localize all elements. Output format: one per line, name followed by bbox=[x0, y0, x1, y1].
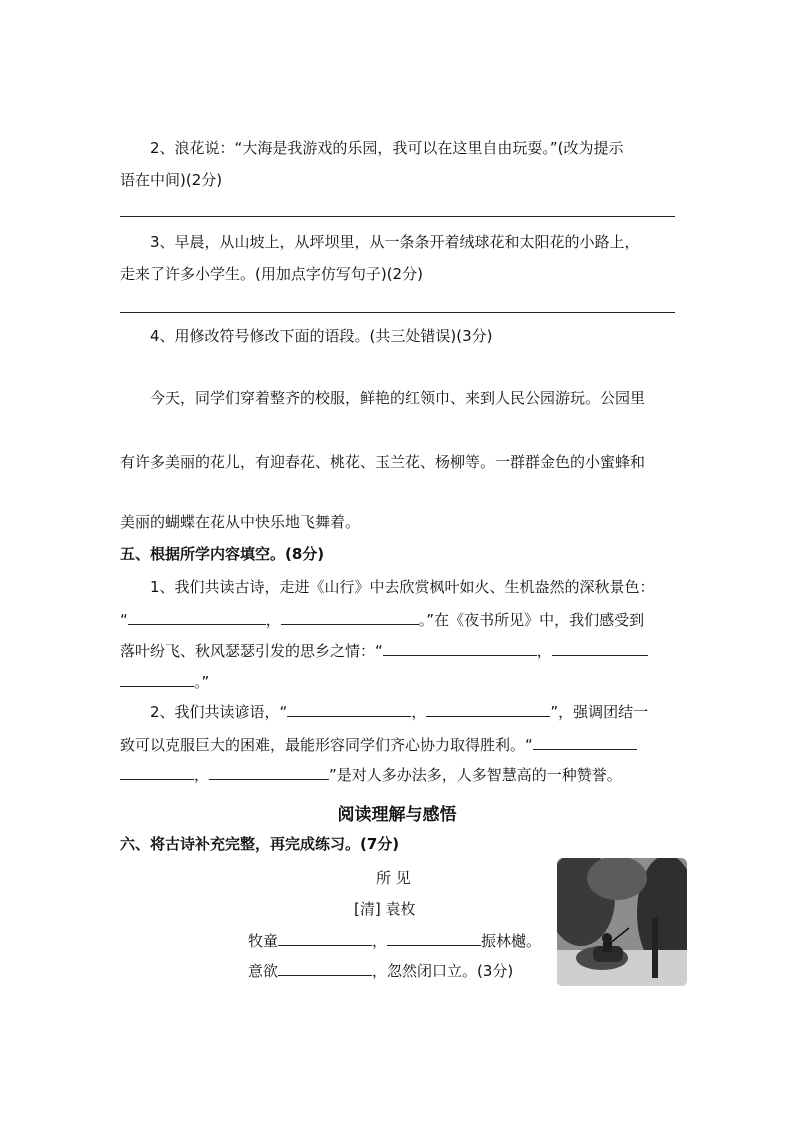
q3-line1: 3、早晨，从山坡上，从坪坝里，从一条条开着绒球花和太阳花的小路上， bbox=[150, 233, 640, 251]
q4-paragraph-line2: 有许多美丽的花儿，有迎春花、桃花、玉兰花、杨柳等。一群群金色的小蜜蜂和 bbox=[120, 453, 646, 471]
section5-item1-line1: 1、我们共读古诗，走进《山行》中去欣赏枫叶如火、生机盎然的深秋景色： bbox=[150, 578, 655, 596]
q2-line2: 语在中间)(2分) bbox=[120, 171, 223, 189]
poem-line1: 牧童 ， 振林樾。 bbox=[248, 932, 542, 950]
section5-title: 五、根据所学内容填空。(8分) bbox=[120, 545, 325, 563]
poem-line2: 意欲 ，忽然闭口立。(3分) bbox=[248, 962, 514, 980]
q4-paragraph-line1: 今天，同学们穿着整齐的校服，鲜艳的红领巾、来到人民公园游玩。公园里 bbox=[150, 389, 646, 407]
poem-illustration bbox=[557, 858, 687, 986]
fill-blank-proverb-4[interactable] bbox=[209, 764, 329, 780]
poem-blank-3[interactable] bbox=[278, 960, 372, 976]
fill-blank-yeshu-2a[interactable] bbox=[552, 640, 648, 656]
q4-prompt: 4、用修改符号修改下面的语段。(共三处错误)(3分) bbox=[150, 327, 493, 345]
item1-close-mid: 。”在《夜书所见》中，我们感受到 bbox=[418, 611, 645, 629]
section5-item2-line1: 2、我们共读谚语，“ ， ”，强调团结一 bbox=[150, 703, 649, 721]
fill-blank-proverb-2[interactable] bbox=[426, 701, 550, 717]
fill-blank-proverb-1[interactable] bbox=[287, 701, 411, 717]
q3-line2: 走来了许多小学生。(用加点字仿写句子)(2分) bbox=[120, 265, 423, 283]
fill-blank-shanxing-1[interactable] bbox=[128, 609, 266, 625]
q4-paragraph-line3: 美丽的蝴蝶在花从中快乐地飞舞着。 bbox=[120, 513, 361, 531]
section5-item1-line4: 。” bbox=[120, 671, 675, 692]
section6-title: 六、将古诗补充完整，再完成练习。(7分) bbox=[120, 835, 400, 853]
comma: ， bbox=[265, 611, 281, 629]
poem-author: [清] 袁枚 bbox=[354, 900, 416, 918]
fill-blank-proverb-3a[interactable] bbox=[533, 734, 637, 750]
section5-item2-line3: ， ”是对人多办法多，人多智慧高的一种赞誉。 bbox=[120, 764, 675, 785]
poem-title: 所 见 bbox=[376, 869, 411, 887]
section5-item2-line2: 致可以克服巨大的困难，最能形容同学们齐心协力取得胜利。“ bbox=[120, 734, 675, 755]
fill-blank-yeshu-2b[interactable] bbox=[120, 671, 194, 687]
reading-section-heading: 阅读理解与感悟 bbox=[337, 805, 457, 825]
q3-answer-line[interactable] bbox=[120, 312, 675, 313]
fill-blank-yeshu-1[interactable] bbox=[383, 640, 537, 656]
fill-blank-proverb-3b[interactable] bbox=[120, 764, 194, 780]
section5-item1-line2 bbox=[120, 609, 675, 630]
poem-blank-1[interactable] bbox=[278, 930, 372, 946]
poem-blank-2[interactable] bbox=[387, 930, 481, 946]
q2-answer-line[interactable] bbox=[120, 216, 675, 217]
section5-item1-line3: 落叶纷飞、秋风瑟瑟引发的思乡之情：“ ， bbox=[120, 640, 675, 661]
q2-line1: 2、浪花说：“大海是我游戏的乐园，我可以在这里自由玩耍。”(改为提示 bbox=[150, 139, 624, 157]
fill-blank-shanxing-2[interactable] bbox=[281, 609, 419, 625]
open-quote: “ bbox=[120, 611, 128, 629]
